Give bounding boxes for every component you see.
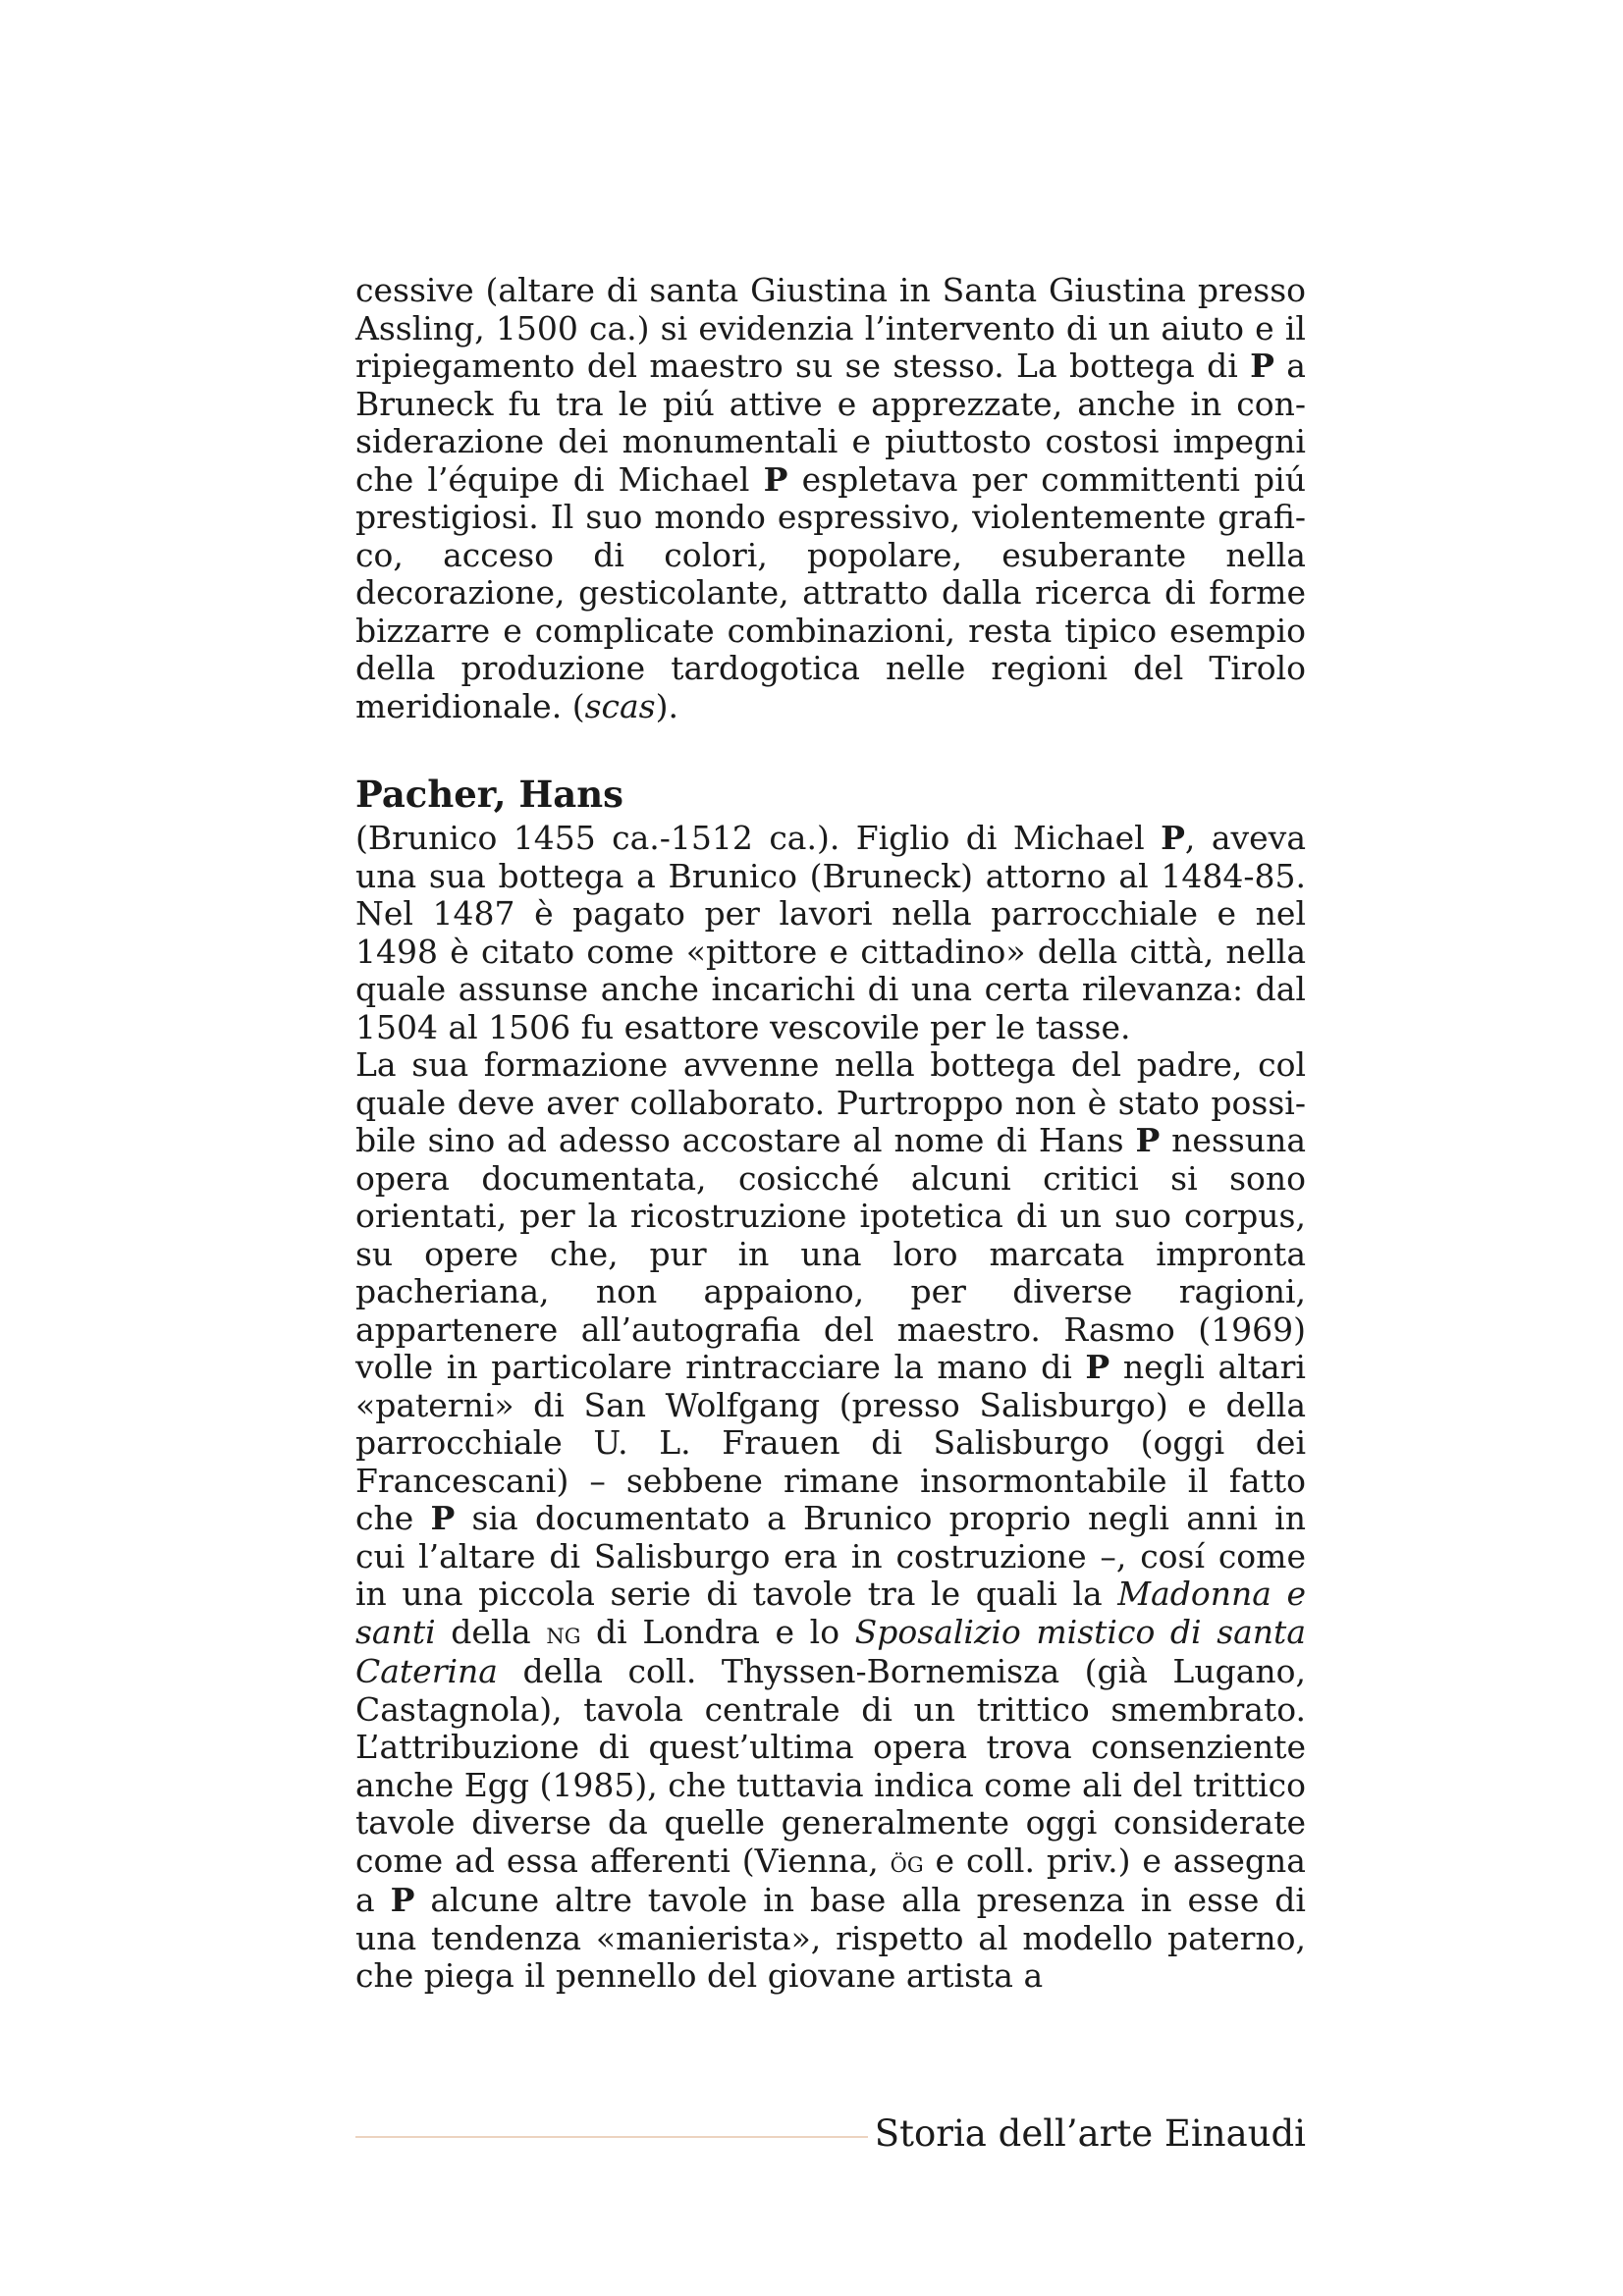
bold-abbreviation: P (763, 459, 788, 499)
bold-abbreviation: P (1250, 347, 1274, 385)
text-column (355, 272, 1306, 1996)
bold-abbreviation: P (1161, 819, 1185, 857)
text-run: negli altari «paterni» di San Wolfgang (presso Salisburgo) e della parrocchiale U. L. Frauen di Salisburgo (oggi dei Francescani) – sebbene rimane insormontabile il fatto che (355, 1348, 1306, 1537)
entry-paragraph-formation (355, 1046, 1306, 1996)
text-run: La sua formazione avvenne nella bottega del padre, col quale deve aver collaborato. Purtroppo non è stato possibile sino ad adesso accostare al nome di Hans (355, 1045, 1306, 1159)
text-run: , aveva una sua bottega a Brunico (Bruneck) attorno al 1484-85. Nel 1487 è pagato per lavori nella parrocchiale e nel 1498 è citato come «pittore e cittadino» della città, nella quale assunse anche incarichi di una certa rilevanza: dal 1504 al 1506 fu esattore vescovile per le tasse. (355, 819, 1306, 1046)
text-run: (Brunico 1455 ca.-1512 ca.). Figlio di Michael (355, 819, 1162, 857)
text-run: di Londra e lo (580, 1612, 855, 1651)
text-run: della (435, 1612, 547, 1651)
bold-abbreviation: P (1085, 1348, 1110, 1386)
entry-paragraph-biography (355, 820, 1306, 1046)
italic-text: scas (584, 686, 656, 725)
small-caps-abbreviation: ng (546, 1616, 581, 1651)
text-run: sia documentato a Brunico proprio negli anni in cui l’altare di Salisburgo era in costruzione –, cosí come in una piccola serie di tavole tra le quali la (355, 1499, 1306, 1613)
text-run: cessive (altare di santa Giustina in Santa Giustina presso Assling, 1500 ca.) si evidenzia l’intervento di un aiuto e il ripiegamento del maestro su se stesso. La bottega di (355, 271, 1306, 385)
footer-rule (355, 2136, 868, 2138)
bold-abbreviation: P (1135, 1121, 1161, 1159)
italic-text: Madonna e santi (355, 1575, 1306, 1651)
text-run: della coll. Thyssen-Bornemisza (già Lugano, Castagnola), tavola centrale di un trittico smembrato. L’attribuzione di quest’ultima opera trova consenziente anche Egg (1985), che tuttavia indica come ali del trittico tavole diverse da quelle generalmente oggi considerate come ad essa afferenti (Vienna, (355, 1652, 1306, 1880)
footer-title: Storia dell’arte Einaudi (874, 2112, 1306, 2155)
continuation-paragraph (355, 272, 1306, 725)
italic-text: Sposalizio mistico di santa Caterina (355, 1612, 1306, 1690)
bold-abbreviation: P (390, 1881, 415, 1919)
entry-heading: Pacher, Hans (355, 773, 624, 816)
bold-abbreviation: P (430, 1499, 456, 1537)
text-run: e coll. priv.) e assegna a (355, 1841, 1306, 1919)
text-run: a Bruneck fu tra le piú attive e apprezzate, anche in considerazione dei monumentali e piuttosto costosi impegni che l’équipe di Michael (355, 347, 1306, 499)
text-run: nessuna opera documentata, cosicché alcuni critici si sono orientati, per la ricostruzione ipotetica di un suo corpus, su opere che, pur in una loro marcata impronta pacheriana, non appaiono, per diverse ragioni, appartenere all’autografia del maestro. Rasmo (1969) volle in particolare rintracciare la mano di (355, 1121, 1306, 1386)
text-run: espletava per committenti piú prestigiosi. Il suo mondo espressivo, violentemente grafico, acceso di colori, popolare, esuberante nella decorazione, gesticolante, attratto dalla ricerca di forme bizzarre e complicate combinazioni, resta tipico esempio della produzione tardogotica nelle regioni del Tirolo meridionale. ( (355, 459, 1306, 725)
text-run: ). (655, 686, 678, 725)
text-run: alcune altre tavole in base alla presenza in esse di una tendenza «manierista», rispetto al modello paterno, che piega il pennello del giovane artista a (355, 1881, 1306, 1995)
small-caps-abbreviation: ög (890, 1844, 924, 1880)
